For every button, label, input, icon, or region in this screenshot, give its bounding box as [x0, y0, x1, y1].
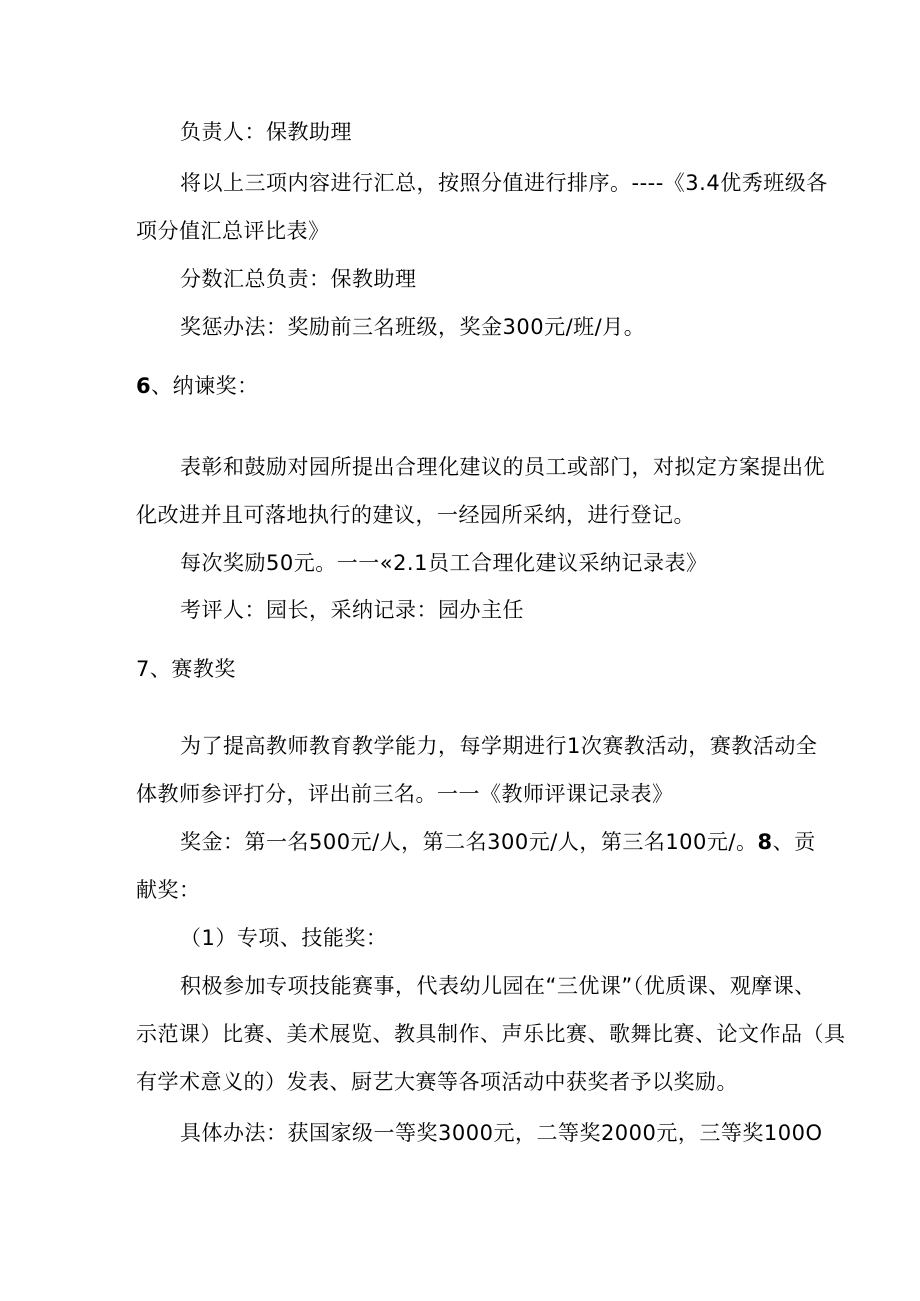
paragraph-line: 为了提高教师教育教学能力，每学期进行1次赛教活动，赛教活动全	[180, 734, 818, 758]
section-number: 6	[136, 374, 152, 398]
paragraph-line: 每次奖励50元。一一«2.1员工合理化建议采纳记录表》	[180, 551, 708, 575]
paragraph-line: 积极参加专项技能赛事，代表幼儿园在“三优课”（优质课、观摩课、	[180, 974, 816, 998]
paragraph-line: 有学术意义的）发表、厨艺大赛等各项活动中获奖者予以奖励。	[136, 1070, 738, 1094]
paragraph-line: 献奖：	[136, 878, 201, 902]
paragraph-line: 负责人：保教助理	[180, 120, 352, 144]
paragraph-line: 化改进并且可落地执行的建议，一经园所采纳，进行登记。	[136, 503, 695, 527]
paragraph-line: 体教师参评打分，评出前三名。一一《教师评课记录表》	[136, 782, 674, 806]
section-heading: 7、赛教奖	[136, 657, 236, 681]
section-title: 、贡	[772, 830, 816, 854]
paragraph-line: 分数汇总负责：保教助理	[180, 267, 417, 291]
subsection-heading: （1）专项、技能奖：	[180, 926, 388, 950]
section-number: 8	[757, 830, 773, 854]
paragraph-line: 项分值汇总评比表》	[136, 219, 330, 243]
prize-text: 奖金：第一名500元/人，第二名300元/人，第三名100元/。	[180, 830, 758, 854]
paragraph-line: 考评人：园长，采纳记录：园办主任	[180, 598, 524, 622]
section-title: 、纳谏奖：	[151, 374, 259, 398]
paragraph-line: 示范课）比赛、美术展览、教具制作、声乐比赛、歌舞比赛、论文作品（具	[136, 1022, 846, 1046]
paragraph-line: 奖惩办法：奖励前三名班级，奖金300元/班/月。	[180, 315, 646, 339]
paragraph-line: 表彰和鼓励对园所提出合理化建议的员工或部门，对拟定方案提出优	[180, 455, 825, 479]
paragraph-line: 将以上三项内容进行汇总，按照分值进行排序。----《3.4优秀班级各	[180, 171, 828, 195]
paragraph-line: 具体办法：获国家级一等奖3000元，二等奖2000元，三等奖100O	[180, 1121, 823, 1145]
paragraph-line	[180, 829, 816, 855]
section-heading	[136, 373, 259, 399]
